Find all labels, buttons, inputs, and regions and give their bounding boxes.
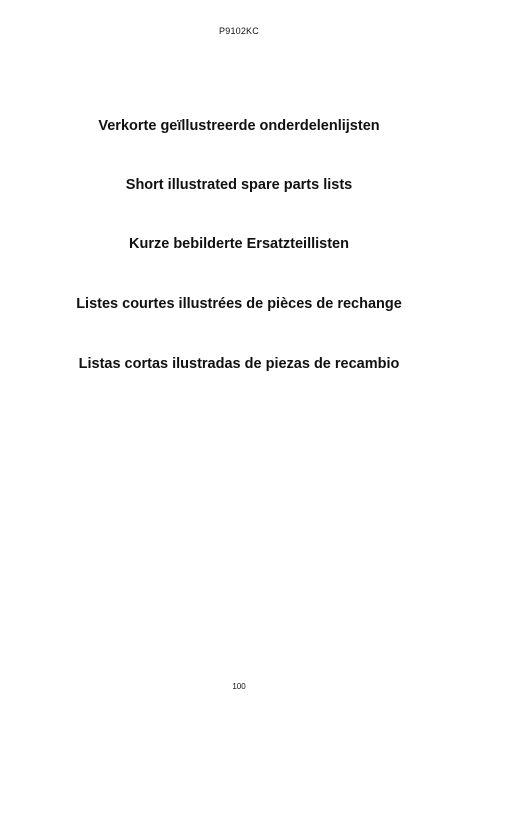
title-french: Listes courtes illustrées de pièces de rechange xyxy=(76,296,402,312)
title-spanish: Listas cortas ilustradas de piezas de recambio xyxy=(78,356,400,372)
title-dutch: Verkorte geïllustreerde onderdelenlijsten xyxy=(98,118,380,134)
title-english: Short illustrated spare parts lists xyxy=(125,177,353,193)
document-code: P9102KC xyxy=(219,26,259,36)
title-german: Kurze bebilderte Ersatzteillisten xyxy=(129,236,349,252)
page-number: 100 xyxy=(232,682,246,691)
